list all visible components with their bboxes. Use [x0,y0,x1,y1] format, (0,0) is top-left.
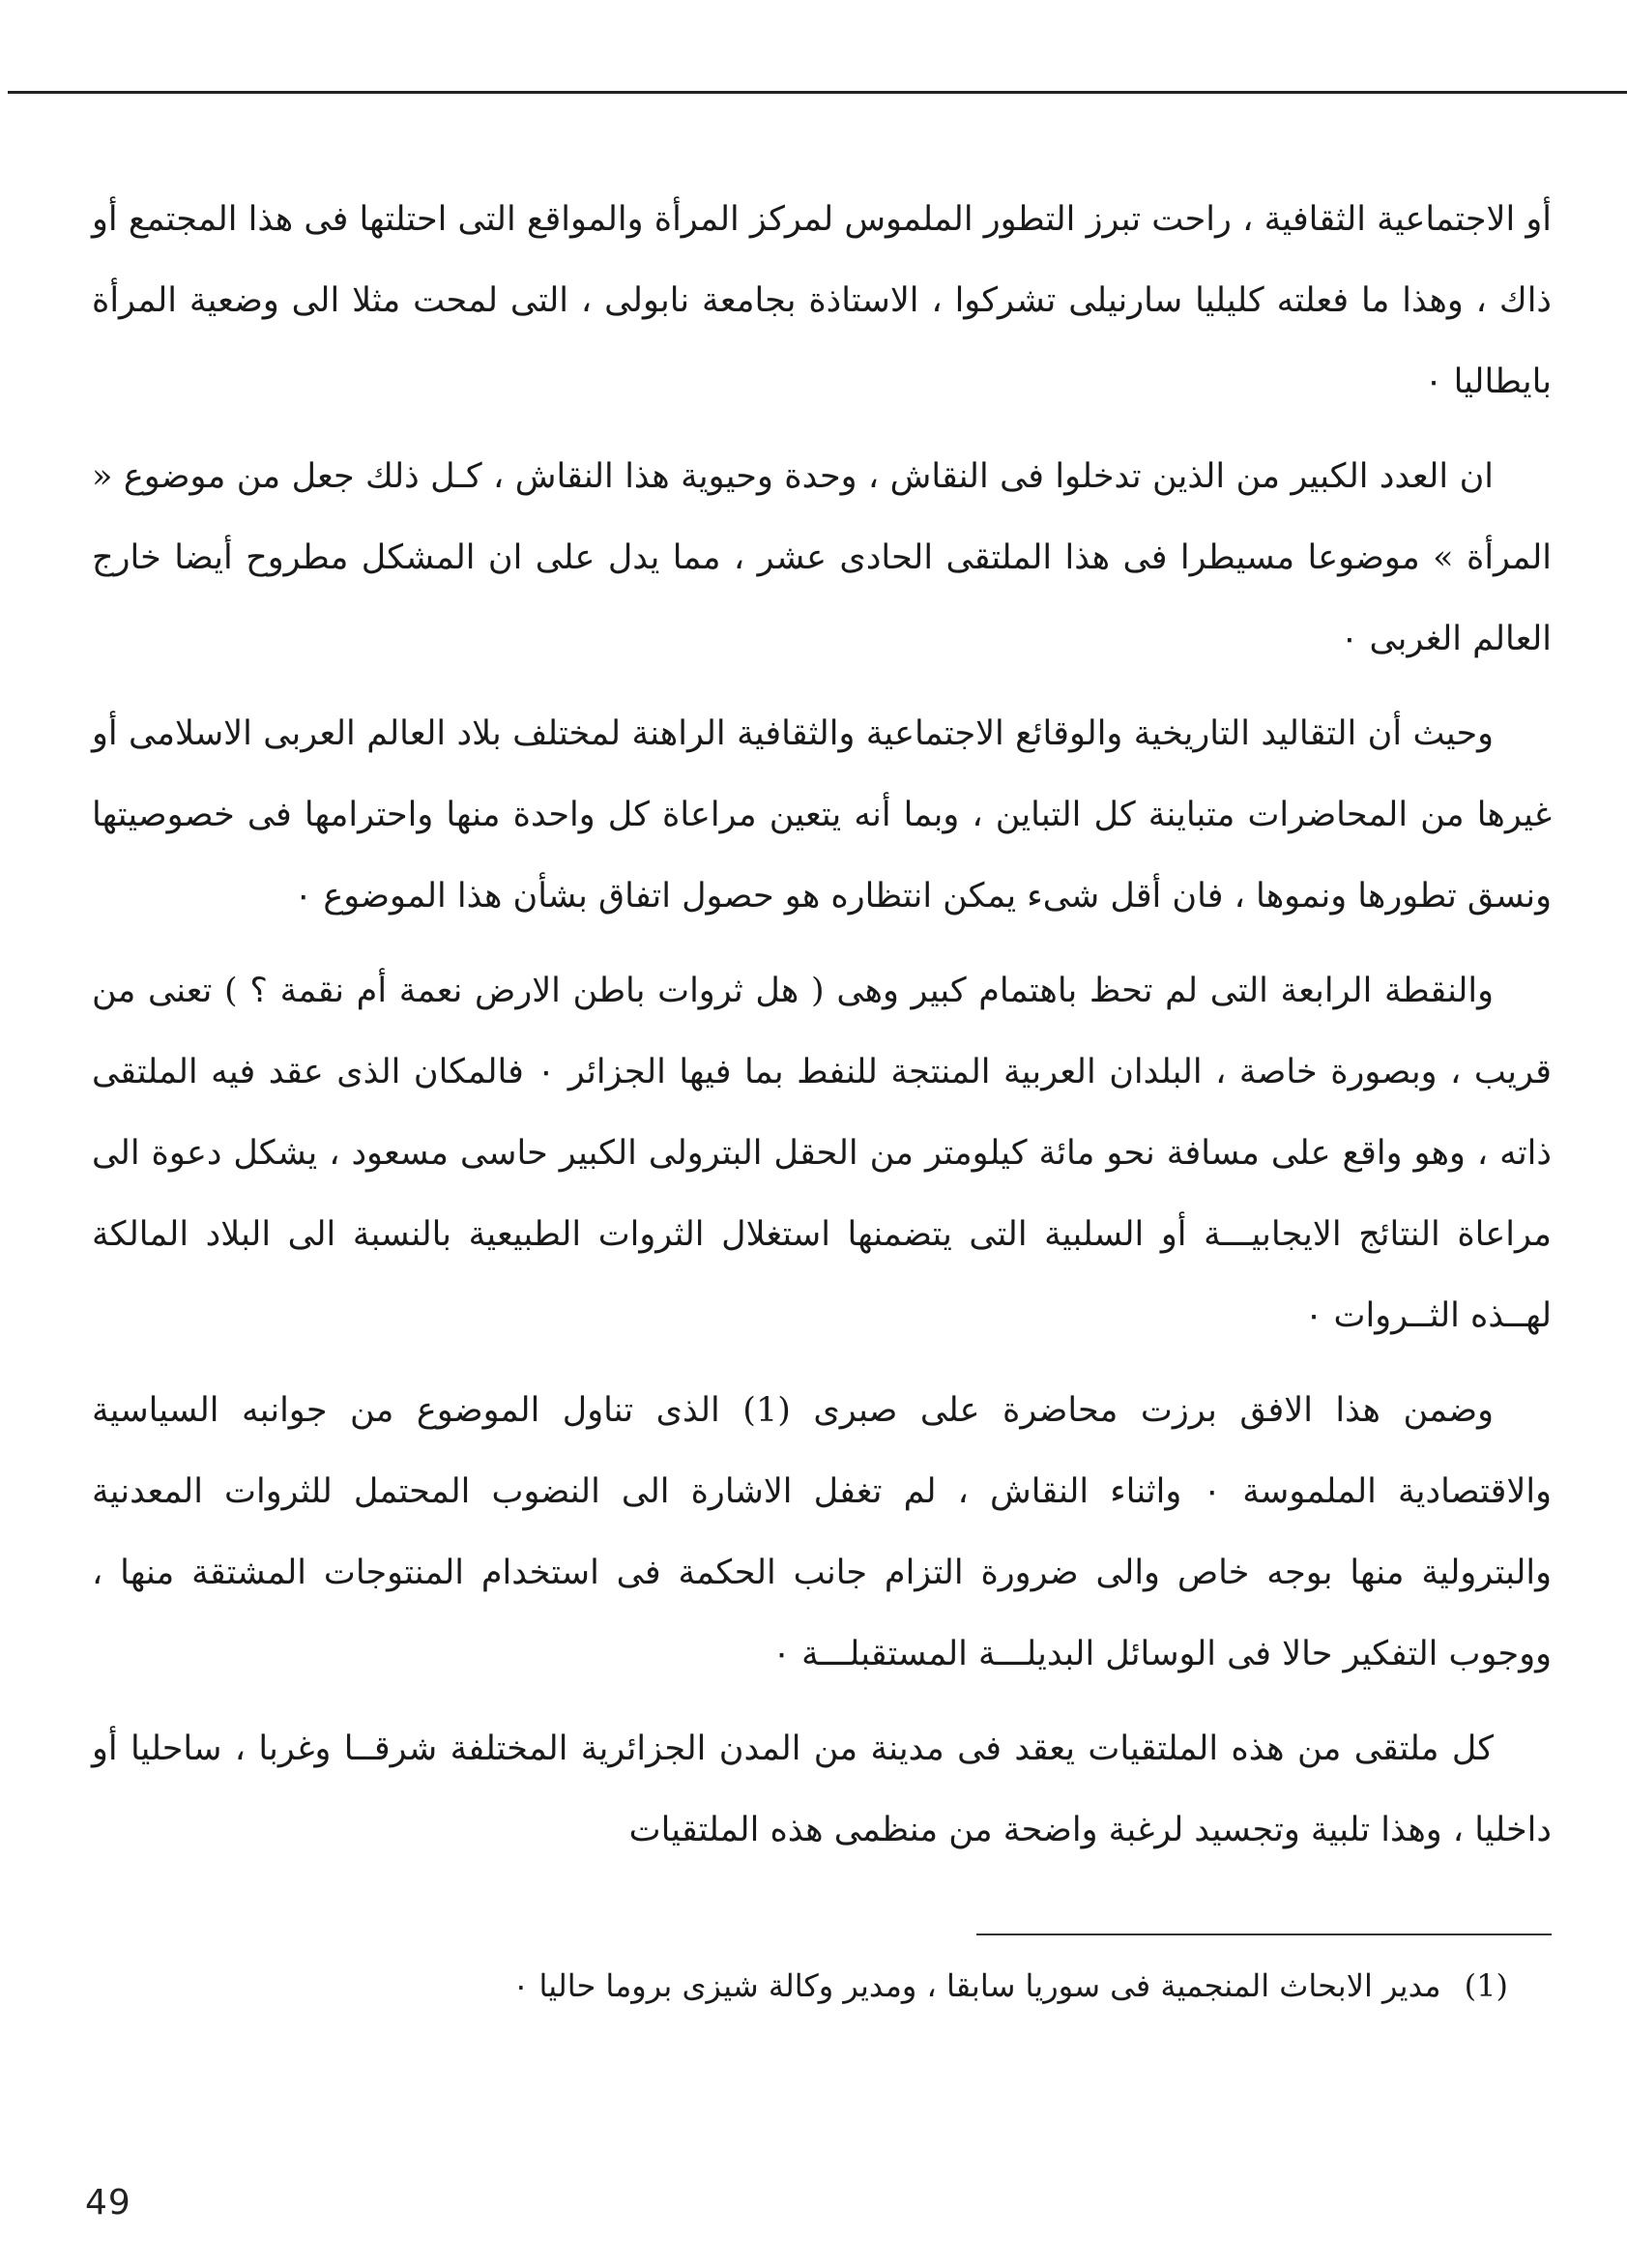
paragraph-2: ان العدد الكبير من الذين تدخلوا فى النقاش ، وحدة وحيوية هذا النقاش ، كـل ذلك جعل من موضوع « المرأة » موضوعا مسيطرا فى هذا الملتقى الحادى عشر ، مما يدل على ان المشكل مطروح أيضا خارج العالم الغربى ٠ [92,457,1552,658]
footnote-marker: (1) [1464,1967,1508,2004]
page-number: 49 [85,2183,131,2223]
top-rule [8,91,1627,94]
paragraph-5: وضمن هذا الافق برزت محاضرة على صبرى (1) الذى تناول الموضوع من جوانبه السياسية والاقتصادية الملموسة ٠ واثناء النقاش ، لم تغفل الاشارة الى النضوب المحتمل للثروات المعدنية والبترولية منها بوجه خاص والى ضرورة التزام جانب الحكمة فى استخدام المنتوجات المشتقة منها ، ووجوب التفكير حالا فى الوسائل البديلـــة المستقبلـــة ٠ [92,1391,1552,1673]
paragraph-3: وحيث أن التقاليد التاريخية والوقائع الاجتماعية والثقافية الراهنة لمختلف بلاد العالم العربى الاسلامى أو غيرها من المحاضرات متباينة كل التباين ، وبما أنه يتعين مراعاة كل واحدة منها واحترامها فى خصوصيتها ونسق تطورها ونموها ، فان أقل شىء يمكن انتظاره هو حصول اتفاق بشأن هذا الموضوع ٠ [92,714,1552,916]
page-body [92,179,1552,1884]
paragraph-6: كل ملتقى من هذه الملتقيات يعقد فى مدينة من المدن الجزائرية المختلفة شرقــا وغربا ، ساحليا أو داخليا ، وهذا تلبية وتجسيد لرغبة واضحة من منظمى هذه الملتقيات [92,1730,1552,1849]
footnote-text: مدير الابحاث المنجمية فى سوريا سابقا ، ومدير وكالة شيزى بروما حاليا ٠ [512,1967,1441,2004]
footnote [155,1963,1508,2009]
paragraph-4: والنقطة الرابعة التى لم تحظ باهتمام كبير وهى ( هل ثروات باطن الارض نعمة أم نقمة ؟ ) تعنى من قريب ، وبصورة خاصة ، البلدان العربية المنتجة للنفط بما فيها الجزائر ٠ فالمكان الذى عقد فيه الملتقى ذاته ، وهو واقع على مسافة نحو مائة كيلومتر من الحقل البترولى الكبير حاسى مسعود ، يشكل دعوة الى مراعاة النتائج الايجابيـــة أو السلبية التى يتضمنها استغلال الثروات الطبيعية بالنسبة الى البلاد المالكة لهــذه الثــروات ٠ [92,972,1553,1335]
footnote-rule [976,1934,1552,1935]
paragraph-1: أو الاجتماعية الثقافية ، راحت تبرز التطور الملموس لمركز المرأة والمواقع التى احتلتها فى هذا المجتمع أو ذاك ، وهذا ما فعلته كليليا سارنيلى تشركوا ، الاستاذة بجامعة نابولى ، التى لمحت مثلا الى وضعية المرأة بايطاليا ٠ [92,200,1552,401]
